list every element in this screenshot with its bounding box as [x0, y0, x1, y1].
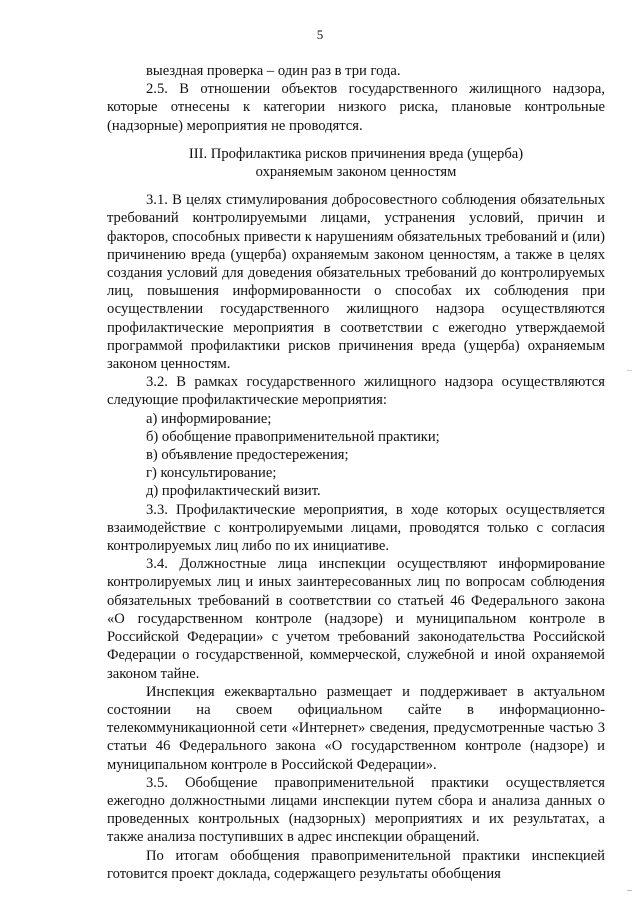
paragraph-report-draft: По итогам обобщения правоприменительной практики инспекцией готовится проект доклада, содержащего результаты обобщения: [107, 847, 605, 882]
paragraph-website-info: Инспекция ежеквартально размещает и поддерживает в актуальном состоянии на своем официальном сайте в информационно-телекоммуникационной сети «Интернет» сведения, предусмотренные частью 3 статьи 46 Федерального закона «О государственном контроле (надзоре) и муниципальном контроле в Российской Федерации».: [107, 683, 605, 773]
paragraph-3-5: 3.5. Обобщение правоприменительной практики осуществляется ежегодно должностными лицами инспекции путем сбора и анализа данных о проведенных контрольных (надзорных) мероприятиях и их результатах, а также анализа поступивших в адрес инспекции обращений.: [107, 774, 605, 846]
paragraph-2-5: 2.5. В отношении объектов государственного жилищного надзора, которые отнесены к категории низкого риска, плановые контрольные (надзорные) мероприятия не проводятся.: [107, 81, 605, 134]
prevention-measures-list: [107, 410, 605, 501]
paragraph-inspection-frequency: выездная проверка – один раз в три года.: [146, 63, 401, 79]
document-body: [107, 62, 605, 883]
paragraph-3-1: 3.1. В целях стимулирования добросовестного соблюдения обязательных требований контролируемыми лицами, устранения условий, причин и факторов, способных привести к нарушениям обязательных требований и (или) причинению вреда (ущерба) охраняемым законом ценностям, а также в целях создания условий для доведения обязательных требований до контролируемых лиц, повышения информированности о способах их соблюдения при осуществлении государственного жилищного надзора осуществляются профилактические мероприятия в соответствии с ежегодно утверждаемой программой профилактики рисков причинения вреда (ущерба) охраняемым законом ценностям.: [107, 192, 605, 373]
section-heading-line-2: охраняемым законом ценностям: [255, 164, 457, 181]
list-item: г) консультирование;: [146, 465, 277, 482]
list-item: а) информирование;: [146, 410, 272, 427]
paragraph-3-3: 3.3. Профилактические мероприятия, в ходе которых осуществляется взаимодействие с контролируемыми лицами, проводятся только с согласия контролируемых лиц либо по их инициативе.: [107, 501, 605, 555]
section-heading: [107, 145, 605, 181]
scan-edge-mark: [627, 370, 632, 371]
list-item: в) объявление предостережения;: [146, 447, 349, 464]
scan-edge-mark: [627, 890, 632, 891]
paragraph-3-4: 3.4. Должностные лица инспекции осуществляют информирование контролируемых лиц и иных заинтересованных лиц по вопросам соблюдения обязательных требований в соответствии со статьей 46 Федерального закона «О государственном контроле (надзоре) и муниципальном контроле в Российской Федерации» с учетом требований законодательства Российской Федерации о государственной, коммерческой, служебной и иной охраняемой законом тайне.: [107, 556, 605, 682]
list-item: д) профилактический визит.: [146, 483, 321, 500]
list-item: б) обобщение правоприменительной практики;: [146, 428, 440, 445]
page-number: 5: [316, 27, 324, 42]
section-heading-line-1: III. Профилактика рисков причинения вреда (ущерба): [188, 145, 524, 162]
paragraph-3-2: 3.2. В рамках государственного жилищного надзора осуществляются следующие профилактические мероприятия:: [107, 374, 605, 409]
